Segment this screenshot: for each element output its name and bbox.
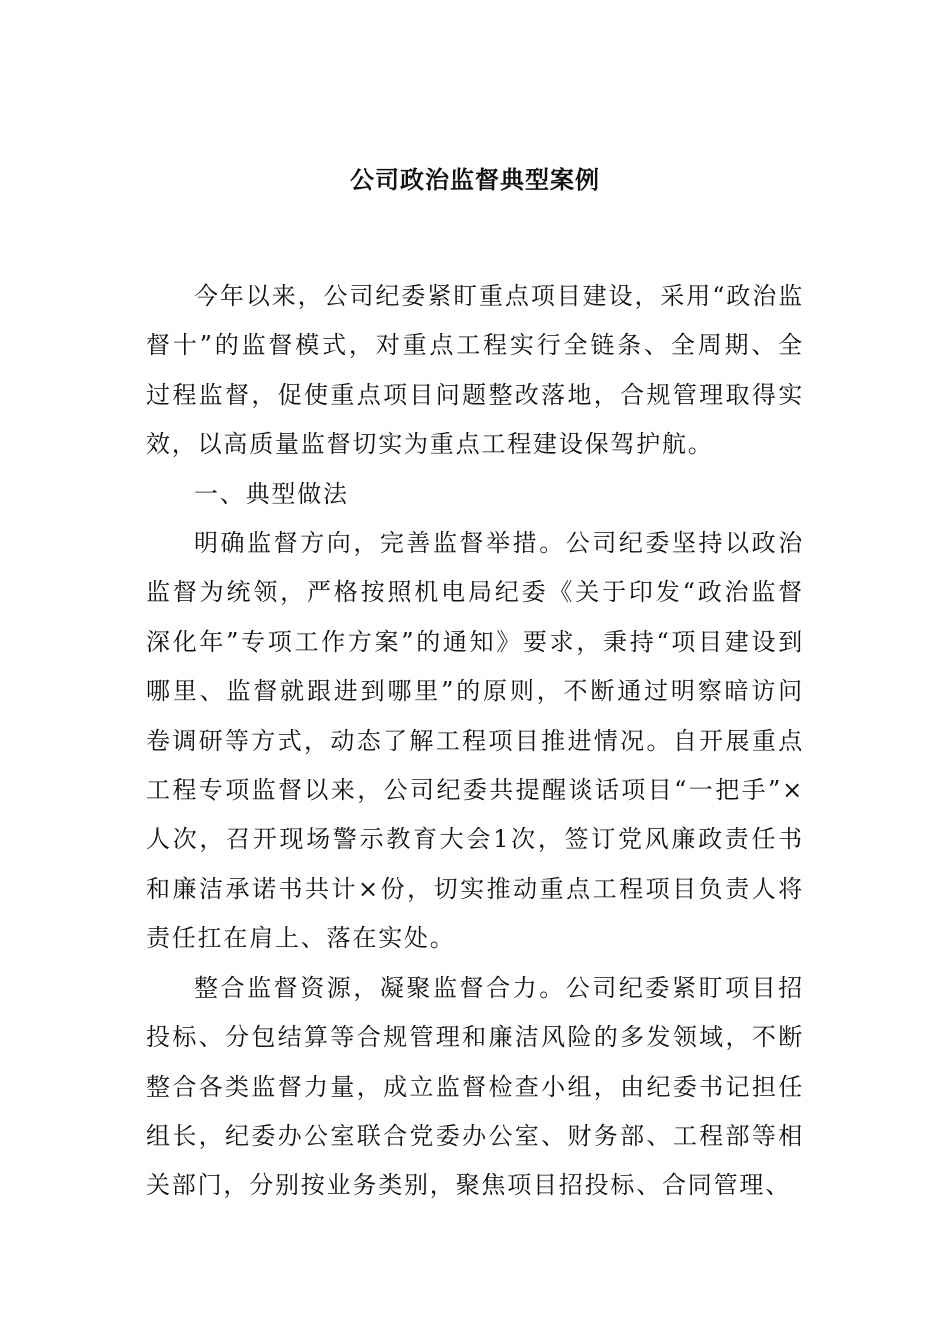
paragraph-intro: 今年以来，公司纪委紧盯重点项目建设，采用“政治监督十”的监督模式，对重点工程实行全链条、全周期、全过程监督，促使重点项目问题整改落地，合规管理取得实效，以高质量监督切实为重点工程建设保驾护航。 xyxy=(146,282,804,459)
section-heading-typical-practices: 一、典型做法 xyxy=(194,479,349,508)
document-title: 公司政治监督典型案例 xyxy=(350,165,600,194)
paragraph-supervision-resources: 整合监督资源，凝聚监督合力。公司纪委紧盯项目招投标、分包结算等合规管理和廉洁风险的多发领域，不断整合各类监督力量，成立监督检查小组，由纪委书记担任组长，纪委办公室联合党委办公室、财务部、工程部等相关部门，分别按业务类别，聚焦项目招投标、合同管理、 xyxy=(146,973,804,1200)
paragraph-supervision-direction: 明确监督方向，完善监督举措。公司纪委坚持以政治监督为统领，严格按照机电局纪委《关于印发“政治监督深化年”专项工作方案”的通知》要求，秉持“项目建设到哪里、监督就跟进到哪里”的原则，不断通过明察暗访问卷调研等方式，动态了解工程项目推进情况。自开展重点工程专项监督以来，公司纪委共提醒谈话项目“一把手”×人次，召开现场警示教育大会1次，签订党风廉政责任书和廉洁承诺书共计×份，切实推动重点工程项目负责人将责任扛在肩上、落在实处。 xyxy=(146,529,804,953)
document-body xyxy=(146,272,804,1211)
